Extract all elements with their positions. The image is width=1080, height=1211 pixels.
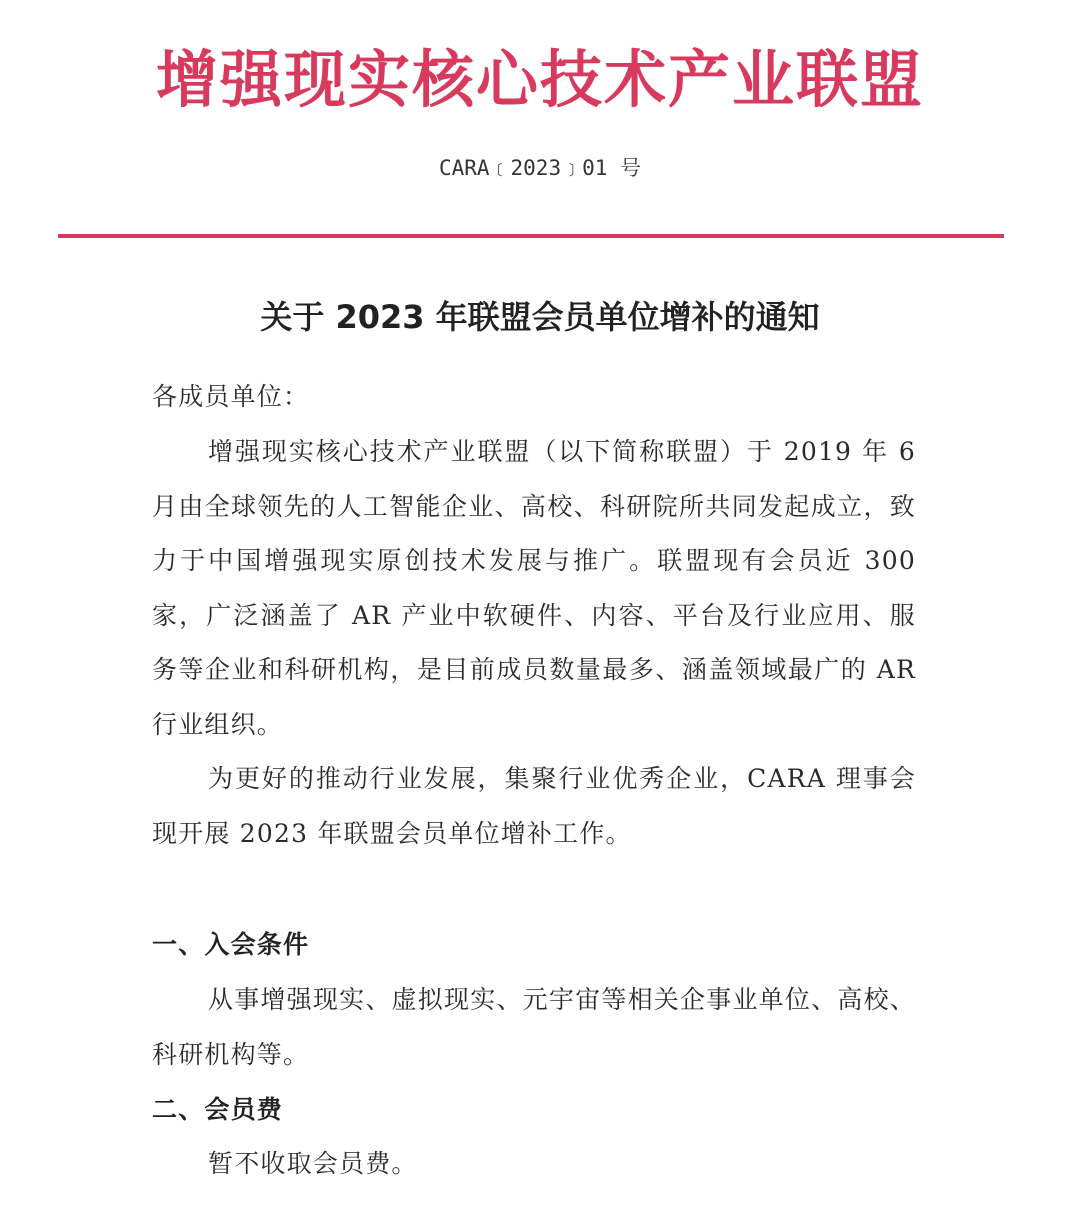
section-body-membership-fee: 暂不收取会员费。 [208, 1149, 418, 1178]
purpose-paragraph: 为更好的推动行业发展，集聚行业优秀企业，CARA 理事会现开展 2023 年联盟会员单位增补工作。 [152, 764, 916, 848]
section-body-membership-conditions: 从事增强现实、虚拟现实、元宇宙等相关企事业单位、高校、科研机构等。 [152, 985, 916, 1069]
document-number: CARA﹝2023﹞01 号 [438, 156, 642, 180]
section-heading-membership-conditions: 一、入会条件 [152, 930, 310, 959]
intro-paragraph: 增强现实核心技术产业联盟（以下简称联盟）于 2019 年 6 月由全球领先的人工智能企业、高校、科研院所共同发起成立，致力于中国增强现实原创技术发展与推广。联盟现有会员近 300 家，广泛涵盖了 AR 产业中软硬件、内容、平台及行业应用、服务等企业和科研机构，是目前成员数量最多、涵盖领域最广的 AR 行业组织。 [152, 437, 916, 739]
section-heading-membership-fee: 二、会员费 [152, 1095, 284, 1124]
salutation: 各成员单位： [152, 382, 310, 411]
red-header-divider [58, 234, 1004, 238]
organization-title: 增强现实核心技术产业联盟 [155, 43, 924, 116]
notice-title: 关于 2023 年联盟会员单位增补的通知 [260, 298, 820, 336]
